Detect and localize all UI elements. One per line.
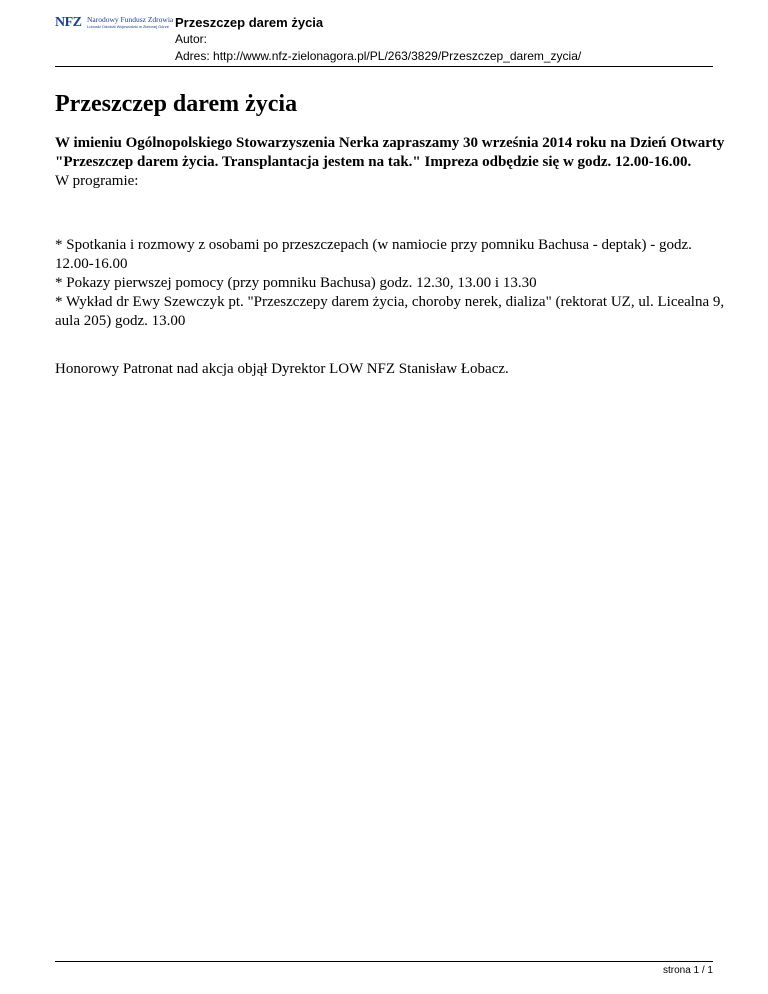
program-item: * Wykład dr Ewy Szewczyk pt. "Przeszczepy darem życia, choroby nerek, dializa" (rektorat UZ, ul. Licealna 9, aula 205) godz. 13.00 — [55, 294, 725, 329]
header-info — [175, 14, 581, 65]
header-address: Adres: http://www.nfz-zielonagora.pl/PL/263/3829/Przeszczep_darem_zycia/ — [175, 49, 582, 63]
page-header — [55, 12, 713, 67]
nfz-logo — [55, 15, 174, 35]
spacer — [55, 331, 725, 360]
article-body — [55, 134, 725, 379]
nfz-logo-branch: Lubuski Oddział Wojewódzki w Zielonej Górze — [87, 24, 169, 29]
patronage-note: Honorowy Patronat nad akcja objął Dyrektor LOW NFZ Stanisław Łobacz. — [55, 361, 509, 377]
nfz-logo-mark: NFZ — [55, 15, 82, 30]
footer-divider — [55, 961, 713, 962]
header-author: Autor: — [175, 32, 208, 46]
program-item: * Spotkania i rozmowy z osobami po przeszczepach (w namiocie przy pomniku Bachusa - deptak) - godz. 12.00-16.00 — [55, 237, 692, 272]
article-title: Przeszczep darem życia — [55, 91, 298, 117]
spacer — [55, 191, 725, 236]
program-item: * Pokazy pierwszej pomocy (przy pomniku Bachusa) godz. 12.30, 13.00 i 13.30 — [55, 275, 537, 291]
page-number: strona 1 / 1 — [662, 965, 713, 976]
nfz-logo-name: Narodowy Fundusz Zdrowia — [87, 15, 174, 24]
program-label: W programie: — [55, 173, 139, 189]
article-lead: W imieniu Ogólnopolskiego Stowarzyszenia Nerka zapraszamy 30 września 2014 roku na Dzień Otwarty "Przeszczep darem życia. Transplantacja jestem na tak." Impreza odbędzie się w godz. 12.00-16.00. — [55, 135, 725, 170]
header-title: Przeszczep darem życia — [175, 15, 324, 30]
